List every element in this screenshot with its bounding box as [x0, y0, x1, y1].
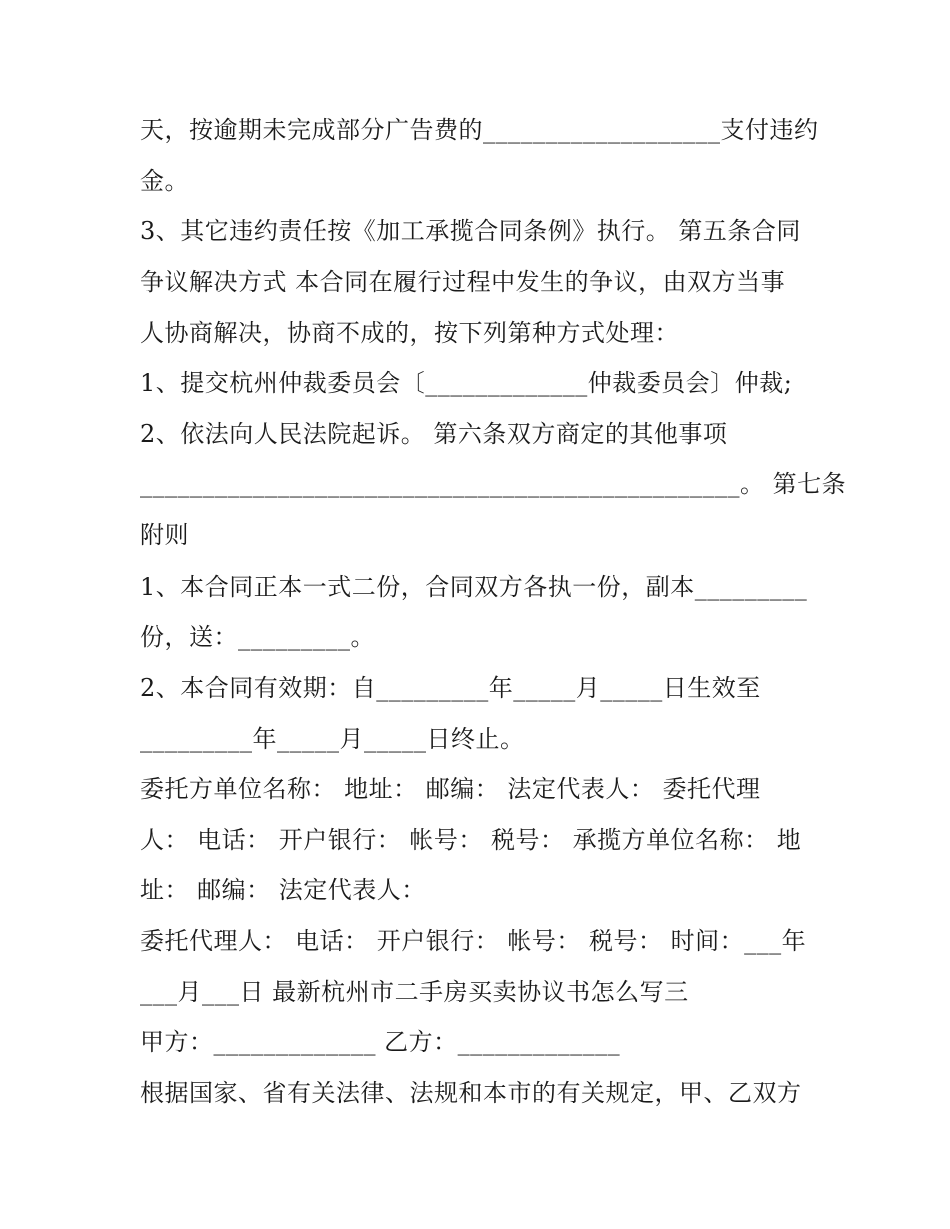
text-line: 附则: [140, 521, 189, 549]
text-line: 委托代理人： 电话： 开户银行： 帐号： 税号： 时间：___年: [140, 927, 807, 955]
text-line: 人： 电话： 开户银行： 帐号： 税号： 承揽方单位名称： 地: [140, 826, 802, 854]
text-line: 1、本合同正本一式二份，合同双方各执一份，副本_________: [140, 573, 808, 601]
text-line: 份，送：_________。: [140, 623, 375, 651]
text-line: ________________________________________________。 第七条: [140, 470, 847, 498]
text-line: 3、其它违约责任按《加工承揽合同条例》执行。 第五条合同: [140, 217, 801, 245]
text-line: 甲方：_____________ 乙方：_____________: [140, 1028, 621, 1056]
text-line: 争议解决方式 本合同在履行过程中发生的争议，由双方当事: [140, 268, 786, 296]
text-line: 天，按逾期未完成部分广告费的___________________支付违约: [140, 116, 819, 144]
text-line: ___月___日 最新杭州市二手房买卖协议书怎么写三: [140, 978, 689, 1006]
text-line: 2、本合同有效期：自_________年_____月_____日生效至: [140, 674, 761, 702]
text-line: 委托方单位名称： 地址： 邮编： 法定代表人： 委托代理: [140, 775, 761, 803]
text-line: 1、提交杭州仲裁委员会〔_____________仲裁委员会〕仲裁;: [140, 369, 793, 397]
text-line: 2、依法向人民法院起诉。 第六条双方商定的其他事项: [140, 420, 728, 448]
text-line: 址： 邮编： 法定代表人：: [140, 876, 426, 904]
text-line: 金。: [140, 167, 189, 195]
text-line: _________年_____月_____日终止。: [140, 725, 525, 753]
text-line: 人协商解决，协商不成的，按下列第种方式处理：: [140, 319, 679, 347]
text-line: 根据国家、省有关法律、法规和本市的有关规定，甲、乙双方: [140, 1079, 802, 1107]
